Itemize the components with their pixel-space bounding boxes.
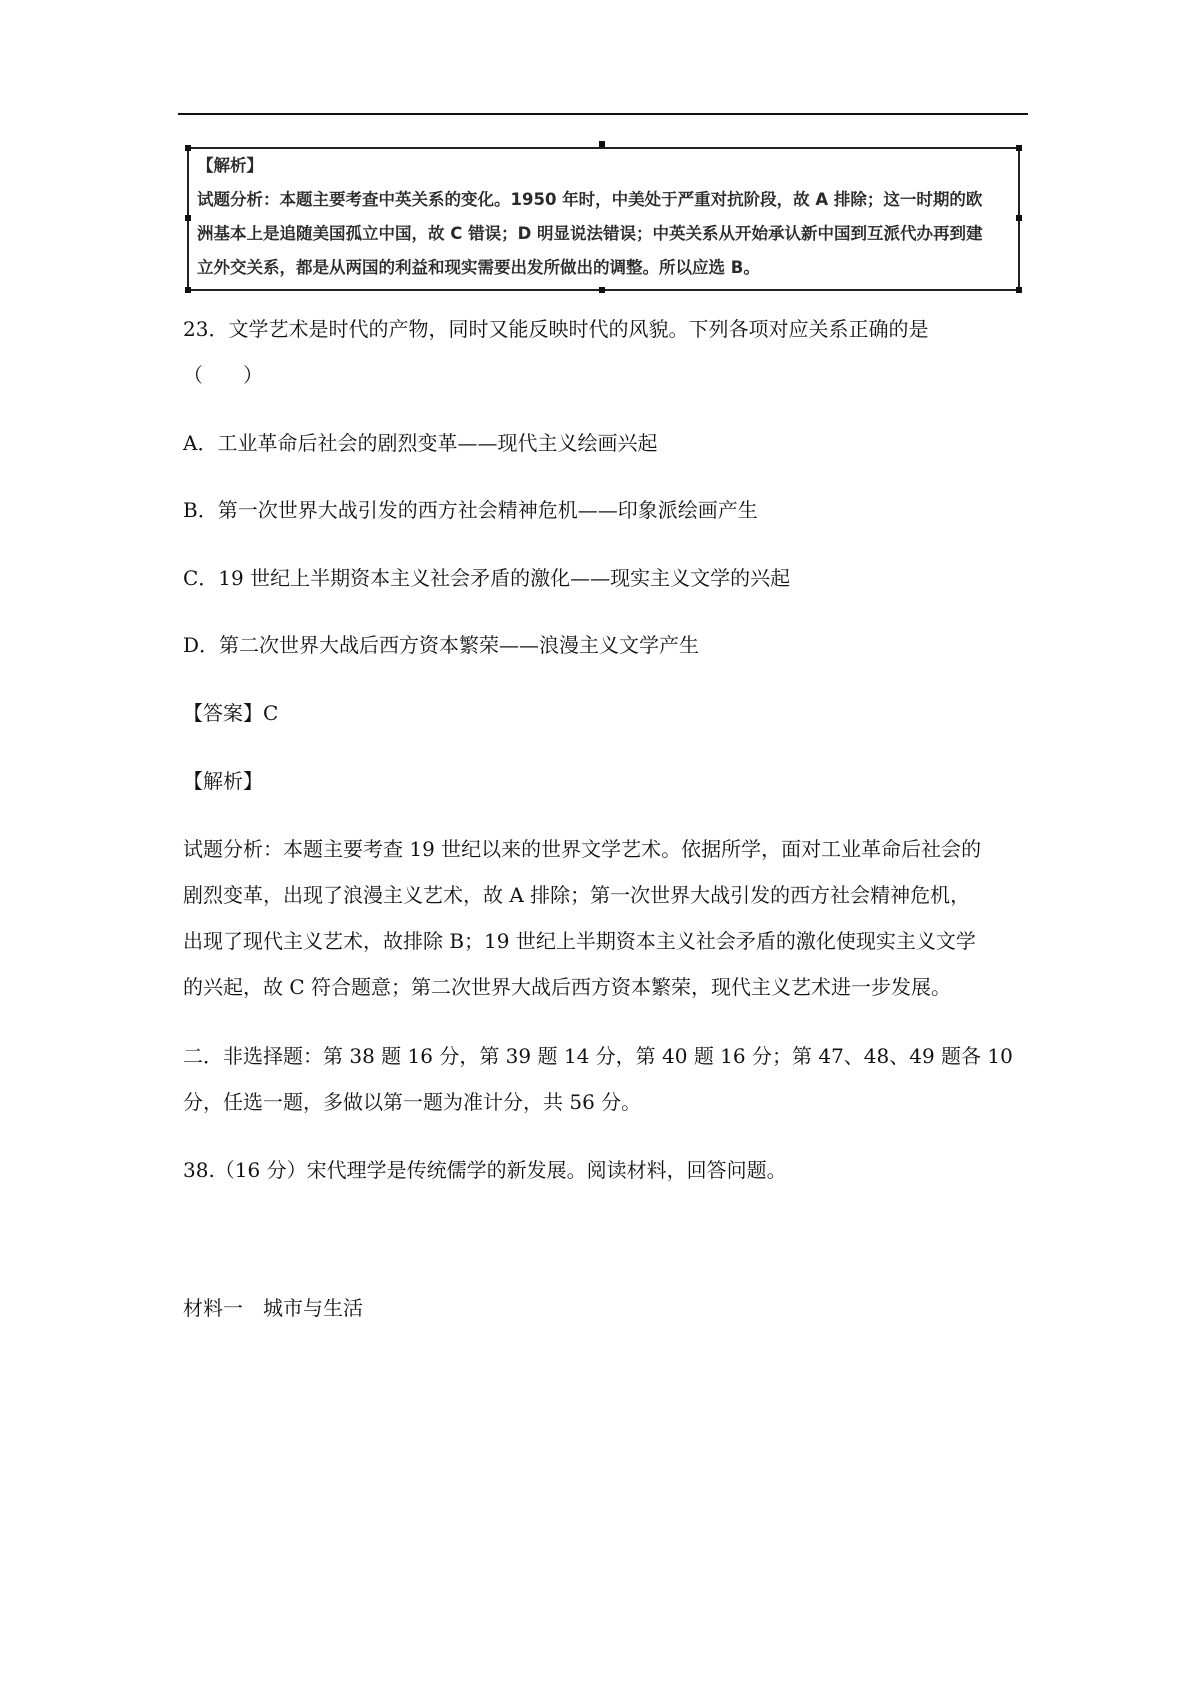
analysis-line: 试题分析：本题主要考查 19 世纪以来的世界文学艺术。依据所学，面对工业革命后社会的 — [183, 837, 982, 861]
answer: 【答案】C — [183, 701, 279, 725]
image-text-line: 【解析】 — [197, 156, 263, 175]
analysis-line: 出现了现代主义艺术，故排除 B；19 世纪上半期资本主义社会矛盾的激化使现实主义文学 — [183, 929, 976, 953]
resize-handle-icon[interactable] — [185, 287, 191, 293]
option-c: C．19 世纪上半期资本主义社会矛盾的激化——现实主义文学的兴起 — [183, 566, 791, 590]
option-a: A．工业革命后社会的剧烈变革——现代主义绘画兴起 — [183, 431, 658, 455]
analysis-title: 【解析】 — [183, 769, 263, 793]
image-text-line: 洲基本上是追随美国孤立中国，故 C 错误；D 明显说法错误；中英关系从开始承认新中国到互派代办再到建 — [197, 224, 983, 243]
image-text-line: 立外交关系，都是从两国的利益和现实需要出发所做出的调整。所以应选 B。 — [197, 258, 760, 277]
option-d: D．第二次世界大战后西方资本繁荣——浪漫主义文学产生 — [183, 633, 700, 657]
section-2-heading-cont: 分，任选一题，多做以第一题为准计分，共 56 分。 — [183, 1090, 642, 1114]
image-text-line: 试题分析：本题主要考查中英关系的变化。1950 年时，中美处于严重对抗阶段，故 A 排除；这一时期的欧 — [197, 190, 983, 209]
header-rule — [178, 113, 1028, 115]
resize-handle-icon[interactable] — [185, 215, 191, 221]
resize-handle-icon[interactable] — [1016, 287, 1022, 293]
analysis-line: 剧烈变革，出现了浪漫主义艺术，故 A 排除；第一次世界大战引发的西方社会精神危机， — [183, 883, 971, 907]
section-2-heading: 二．非选择题：第 38 题 16 分，第 39 题 14 分，第 40 题 16 分；第 47、48、49 题各 10 — [183, 1044, 1013, 1068]
image-text — [197, 149, 997, 285]
resize-handle-icon[interactable] — [599, 287, 605, 293]
analysis-line: 的兴起，故 C 符合题意；第二次世界大战后西方资本繁荣，现代主义艺术进一步发展。 — [183, 975, 952, 999]
resize-handle-icon[interactable] — [1016, 145, 1022, 151]
analysis-image-box[interactable] — [187, 147, 1020, 291]
resize-handle-icon[interactable] — [599, 141, 605, 147]
resize-handle-icon[interactable] — [1016, 215, 1022, 221]
option-b: B．第一次世界大战引发的西方社会精神危机——印象派绘画产生 — [183, 498, 758, 522]
question-38-stem: 38.（16 分）宋代理学是传统儒学的新发展。阅读材料，回答问题。 — [183, 1158, 787, 1182]
resize-handle-icon[interactable] — [185, 145, 191, 151]
question-23-stem: 23．文学艺术是时代的产物，同时又能反映时代的风貌。下列各项对应关系正确的是 — [183, 317, 929, 341]
question-23-blank: （ ） — [183, 363, 263, 387]
material-1-title: 材料一 城市与生活 — [183, 1296, 363, 1320]
